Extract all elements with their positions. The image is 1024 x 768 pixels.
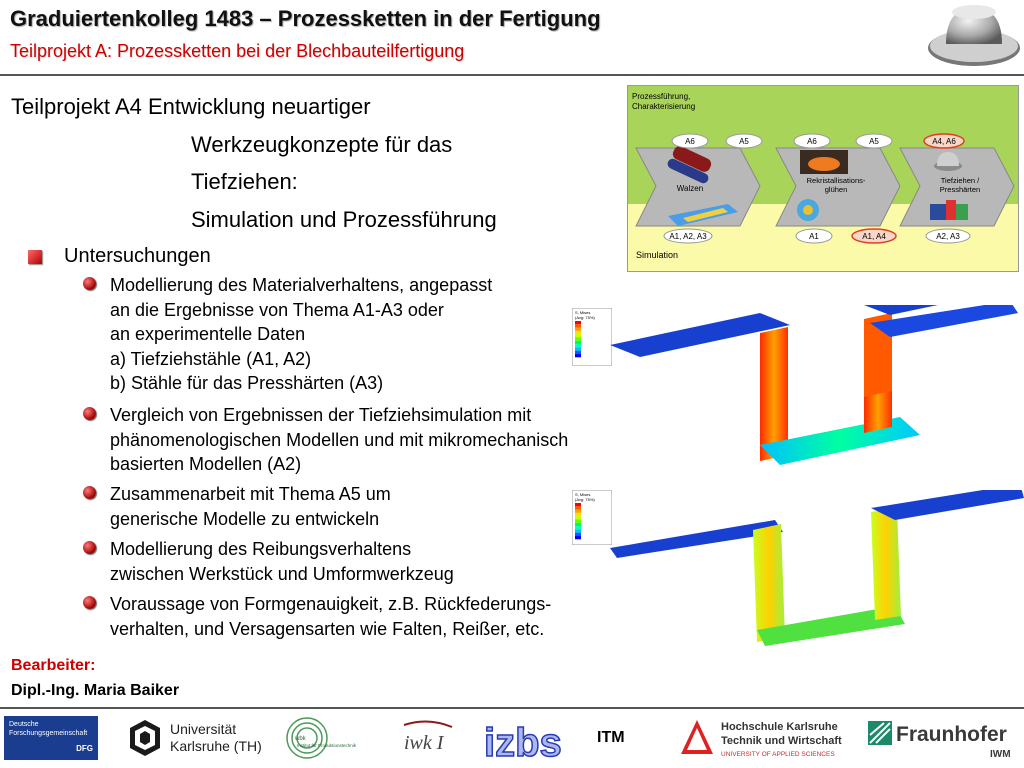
uni-karlsruhe-line-1: Universität (170, 721, 237, 737)
tag-top-1-label: A5 (739, 137, 749, 146)
project-title-line: Werkzeugkonzepte für das (191, 131, 453, 157)
tag-bottom-0-label: A1, A2, A3 (669, 232, 707, 241)
list-item (83, 537, 454, 586)
list-item (83, 403, 568, 477)
wbk-logo (283, 712, 383, 764)
step-label-tiefziehen-1: Tiefziehen / (940, 176, 980, 185)
list-item (83, 273, 492, 396)
list-item-line: phänomenologischen Modellen und mit mikromechanisch (110, 429, 569, 450)
wbk-rings-icon (287, 718, 327, 758)
dfg-logo (4, 716, 98, 760)
project-title-line: Teilprojekt A4 Entwicklung neuartiger (11, 94, 371, 119)
list-item-line: Modellierung des Materialverhaltens, angepasst (110, 275, 493, 295)
hska-line-3: UNIVERSITY OF APPLIED SCIENCES (721, 751, 835, 758)
iwk-text: iwk I (404, 732, 444, 754)
legend-2-title-1: S, Mises (575, 492, 591, 497)
list-item-line: b) Stähle für das Presshärten (A3) (110, 373, 384, 393)
dfg-line-1: Deutsche (9, 721, 39, 728)
round-bullet-icon (83, 277, 96, 290)
list-item-line: a) Tiefziehstähle (A1, A2) (110, 348, 312, 369)
uni-karlsruhe-emblem-icon (128, 718, 162, 758)
itm-text: ITM (597, 729, 625, 746)
square-bullet-icon (28, 250, 42, 264)
hska-logo (677, 712, 857, 764)
dfg-short: DFG (76, 744, 93, 753)
deep-drawn-cup-image (926, 0, 1022, 74)
fraunhofer-name: Fraunhofer (896, 723, 1007, 746)
legend-1-title-1: S, Mises (575, 310, 591, 315)
round-bullet-icon (83, 596, 96, 609)
list-item-line: zwischen Werkstück und Umformwerkzeug (110, 563, 454, 584)
tag-top-3-label: A5 (869, 137, 879, 146)
fe-simulation-hat-profile-2 (605, 490, 1024, 650)
diagram-top-label-1: Prozessführung, (632, 92, 691, 101)
tag-bottom-3-label: A2, A3 (936, 232, 960, 241)
iwk-logo (398, 712, 458, 764)
list-item-line: generische Modelle zu entwickeln (110, 508, 380, 529)
tag-bottom-2-label: A1, A4 (862, 232, 886, 241)
step-label-tiefziehen-2: Presshärten (939, 185, 981, 194)
list-item (83, 482, 391, 531)
author-label: Bearbeiter: (11, 657, 96, 674)
wbk-text: Institut für Produktionstechnik (297, 743, 357, 748)
fe-simulation-hat-profile-1 (600, 305, 1024, 480)
step-label-walzen: Walzen (676, 184, 704, 193)
wbk-short: wbk (295, 736, 306, 742)
project-title (11, 88, 611, 238)
footer-divider (0, 707, 1024, 709)
fraunhofer-institute: IWM (990, 749, 1011, 760)
diagram-top-label-2: Charakterisierung (632, 102, 696, 111)
hska-line-2: Technik und Wirtschaft (721, 735, 842, 747)
list-item-line: Modellierung des Reibungsverhaltens (110, 539, 412, 559)
list-item-line: Zusammenarbeit mit Thema A5 um (110, 484, 391, 504)
slide-subtitle: Teilprojekt A: Prozessketten bei der Blechbauteilfertigung (10, 41, 465, 61)
legend-2-title-2: (Avg: 75%) (575, 497, 595, 502)
hska-line-1: Hochschule Karlsruhe (721, 721, 838, 733)
project-title-line: Tiefziehen: (191, 169, 298, 194)
header-divider (0, 74, 1024, 76)
uni-karlsruhe-logo (128, 712, 262, 764)
slide-title: Graduiertenkolleg 1483 – Prozessketten in der Fertigung (10, 6, 601, 31)
project-title-line: Simulation und Prozessführung (191, 206, 497, 232)
itm-logo (597, 712, 625, 764)
section-untersuchungen (28, 245, 211, 268)
author-name: Dipl.-Ing. Maria Baiker (11, 682, 180, 699)
round-bullet-icon (83, 486, 96, 499)
tag-top-0-label: A6 (685, 137, 695, 146)
izbs-logo (482, 712, 564, 764)
list-item-line: basierten Modellen (A2) (110, 454, 302, 474)
diagram-bottom-label: Simulation (636, 250, 679, 260)
list-item-line: verhalten, und Versagensarten wie Falten, Reißer, etc. (110, 618, 545, 639)
press-icon (930, 204, 946, 220)
round-bullet-icon (83, 407, 96, 420)
list-item (83, 592, 551, 641)
legend-1-title-2: (Avg: 75%) (575, 315, 595, 320)
tag-bottom-1-label: A1 (809, 232, 819, 241)
izbs-text: izbs (484, 721, 562, 764)
list-item-line: an die Ergebnisse von Thema A1-A3 oder (110, 299, 444, 320)
uni-karlsruhe-line-2: Karlsruhe (TH) (170, 738, 262, 754)
round-bullet-icon (83, 541, 96, 554)
section-label: Untersuchungen (64, 245, 211, 267)
step-label-gluehen-2: glühen (824, 185, 848, 194)
list-item-line: Voraussage von Formgenauigkeit, z.B. Rückfederungs- (110, 594, 552, 614)
fraunhofer-logo (866, 712, 1021, 764)
step-label-gluehen-1: Rekristallisations- (806, 176, 866, 185)
list-item-line: Vergleich von Ergebnissen der Tiefziehsimulation mit (110, 405, 532, 425)
tag-top-2-label: A6 (807, 137, 817, 146)
process-chain-diagram (627, 85, 1019, 272)
list-item-line: an experimentelle Daten (110, 324, 306, 344)
tag-top-4-label: A4, A6 (932, 137, 956, 146)
dfg-line-2: Forschungsgemeinschaft (9, 730, 88, 737)
